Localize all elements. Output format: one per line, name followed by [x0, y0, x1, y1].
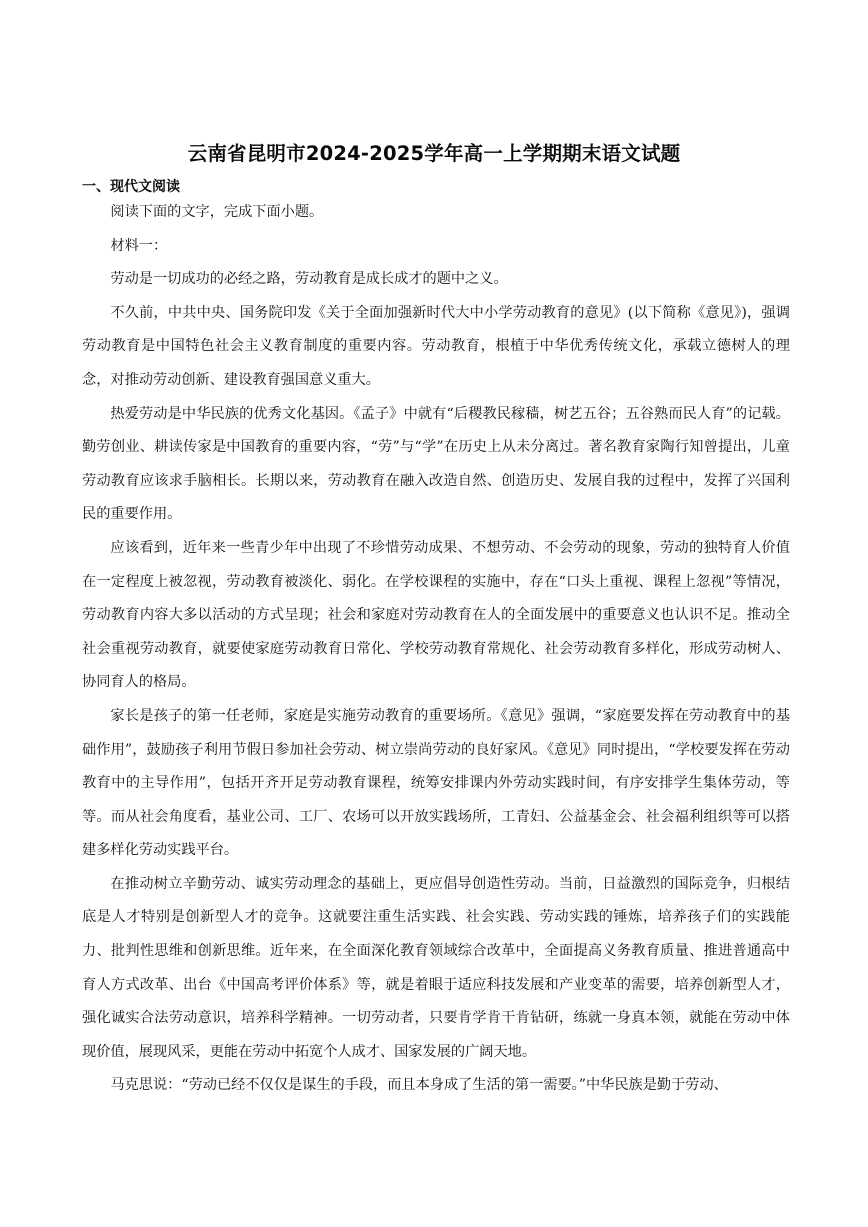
- passage-paragraph: 应该看到，近年来一些青少年中出现了不珍惜劳动成果、不想劳动、不会劳动的现象，劳动的独特育人价值在一定程度上被忽视，劳动教育被淡化、弱化。在学校课程的实施中，存在“口头上重视、课程上忽视”等情况，劳动教育内容大多以活动的方式呈现；社会和家庭对劳动教育在人的全面发展中的重要意义也认识不足。推动全社会重视劳动教育，就要使家庭劳动教育日常化、学校劳动教育常规化、社会劳动教育多样化，形成劳动树人、协同育人的格局。: [82, 539, 790, 691]
- section-heading: 一、现代文阅读: [82, 179, 180, 195]
- passage-paragraph: 家长是孩子的第一任老师，家庭是实施劳动教育的重要场所。《意见》强调，“家庭要发挥在劳动教育中的基础作用”，鼓励孩子利用节假日参加社会劳动、树立崇尚劳动的良好家风。《意见》同时提出，“学校要发挥在劳动教育中的主导作用”，包括开齐开足劳动教育课程，统筹安排课内外劳动实践时间，有序安排学生集体劳动，等等。而从社会角度看，基业公司、工厂、农场可以开放实践场所，工青妇、公益基金会、社会福利组织等可以搭建多样化劳动实践平台。: [82, 707, 790, 859]
- reading-passage: [82, 196, 790, 1103]
- document-title: 云南省昆明市2024-2025学年高一上学期期末语文试题: [187, 142, 681, 165]
- passage-paragraph: 劳动是一切成功的必经之路，劳动教育是成长成才的题中之义。: [110, 271, 508, 288]
- passage-paragraph: 马克思说：“劳动已经不仅仅是谋生的手段，而且本身成了生活的第一需要。”中华民族是勤于劳动、: [110, 1077, 728, 1094]
- passage-paragraph: 在推动树立辛勤劳动、诚实劳动理念的基础上，更应倡导创造性劳动。当前，日益激烈的国际竞争，归根结底是人才特别是创新型人才的竞争。这就要注重生活实践、社会实践、劳动实践的锤炼，培养孩子们的实践能力、批判性思维和创新思维。近年来，在全面深化教育领域综合改革中，全面提高义务教育质量、推进普通高中育人方式改革、出台《中国高考评价体系》等，就是着眼于适应科技发展和产业变革的需要，培养创新型人才，强化诚实合法劳动意识，培养科学精神。一切劳动者，只要肯学肯干肯钻研，练就一身真本领，就能在劳动中体现价值，展现风采，更能在劳动中拓宽个人成才、国家发展的广阔天地。: [82, 875, 790, 1060]
- material-label: 材料一：: [110, 237, 168, 254]
- passage-paragraph: 不久前，中共中央、国务院印发《关于全面加强新时代大中小学劳动教育的意见》(以下简称《意见》)，强调劳动教育是中国特色社会主义教育制度的重要内容。劳动教育，根植于中华优秀传统文化，承载立德树人的理念，对推动劳动创新、建设教育强国意义重大。: [82, 304, 790, 388]
- instruction-paragraph: 阅读下面的文字，完成下面小题。: [110, 204, 324, 220]
- passage-paragraph: 热爱劳动是中华民族的优秀文化基因。《孟子》中就有“后稷教民稼穑，树艺五谷；五谷熟而民人育”的记载。勤劳创业、耕读传家是中国教育的重要内容，“劳”与“学”在历史上从未分离过。著名教育家陶行知曾提出，儿童劳动教育应该求手脑相长。长期以来，劳动教育在融入改造自然、创造历史、发展自我的过程中，发挥了兴国利民的重要作用。: [82, 405, 790, 523]
